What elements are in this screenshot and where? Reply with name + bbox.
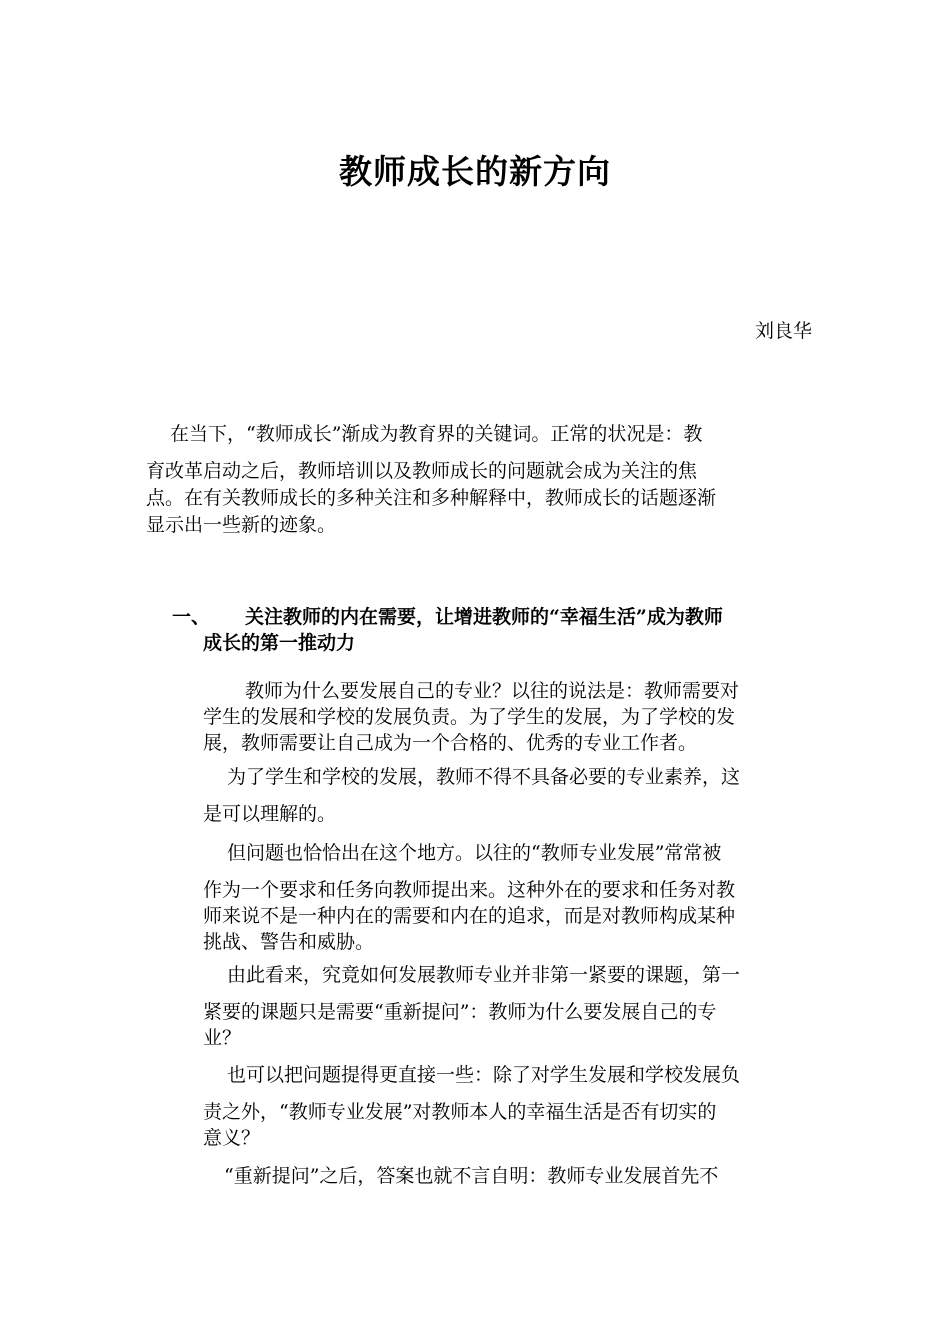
page-title: 教师成长的新方向 [339, 152, 611, 191]
body-line: 教师为什么要发展自己的专业？以往的说法是：教师需要对 [245, 680, 740, 702]
section-heading-line: 关注教师的内在需要，让增进教师的“幸福生活”成为教师 [245, 606, 723, 628]
body-line: “重新提问”之后，答案也就不言自明：教师专业发展首先不 [224, 1165, 719, 1187]
section-heading-line: 成长的第一推动力 [203, 632, 356, 654]
body-line: 紧要的课题只是需要“重新提问”：教师为什么要发展自己的专 [203, 1001, 717, 1023]
body-line: 挑战、警告和威胁。 [203, 931, 375, 953]
section-number: 一、 [172, 606, 211, 628]
body-line: 业？ [203, 1027, 242, 1049]
body-line: 作为一个要求和任务向教师提出来。这种外在的要求和任务对教 [203, 879, 736, 901]
body-line: 但问题也恰恰出在这个地方。以往的“教师专业发展”常常被 [227, 842, 722, 864]
body-line: 师来说不是一种内在的需要和内在的追求，而是对教师构成某种 [203, 905, 736, 927]
body-line: 责之外，“教师专业发展”对教师本人的幸福生活是否有切实的 [203, 1101, 717, 1123]
body-line: 也可以把问题提得更直接一些：除了对学生发展和学校发展负 [227, 1064, 741, 1086]
author-name: 刘良华 [754, 320, 812, 342]
body-line: 是可以理解的。 [203, 803, 337, 825]
body-line: 为了学生和学校的发展，教师不得不具备必要的专业素养，这 [227, 766, 741, 788]
intro-line: 点。在有关教师成长的多种关注和多种解释中，教师成长的话题逐渐 [146, 487, 717, 509]
body-line: 学生的发展和学校的发展负责。为了学生的发展，为了学校的发 [203, 706, 736, 728]
body-line: 意义？ [203, 1127, 261, 1149]
body-line: 由此看来，究竟如何发展教师专业并非第一紧要的课题，第一 [227, 964, 741, 986]
intro-line: 育改革启动之后，教师培训以及教师成长的问题就会成为关注的焦 [146, 460, 698, 482]
intro-line: 显示出一些新的迹象。 [146, 514, 337, 536]
intro-line: 在当下，“教师成长”渐成为教育界的关键词。正常的状况是：教 [170, 423, 703, 445]
body-line: 展，教师需要让自己成为一个合格的、优秀的专业工作者。 [203, 732, 698, 754]
